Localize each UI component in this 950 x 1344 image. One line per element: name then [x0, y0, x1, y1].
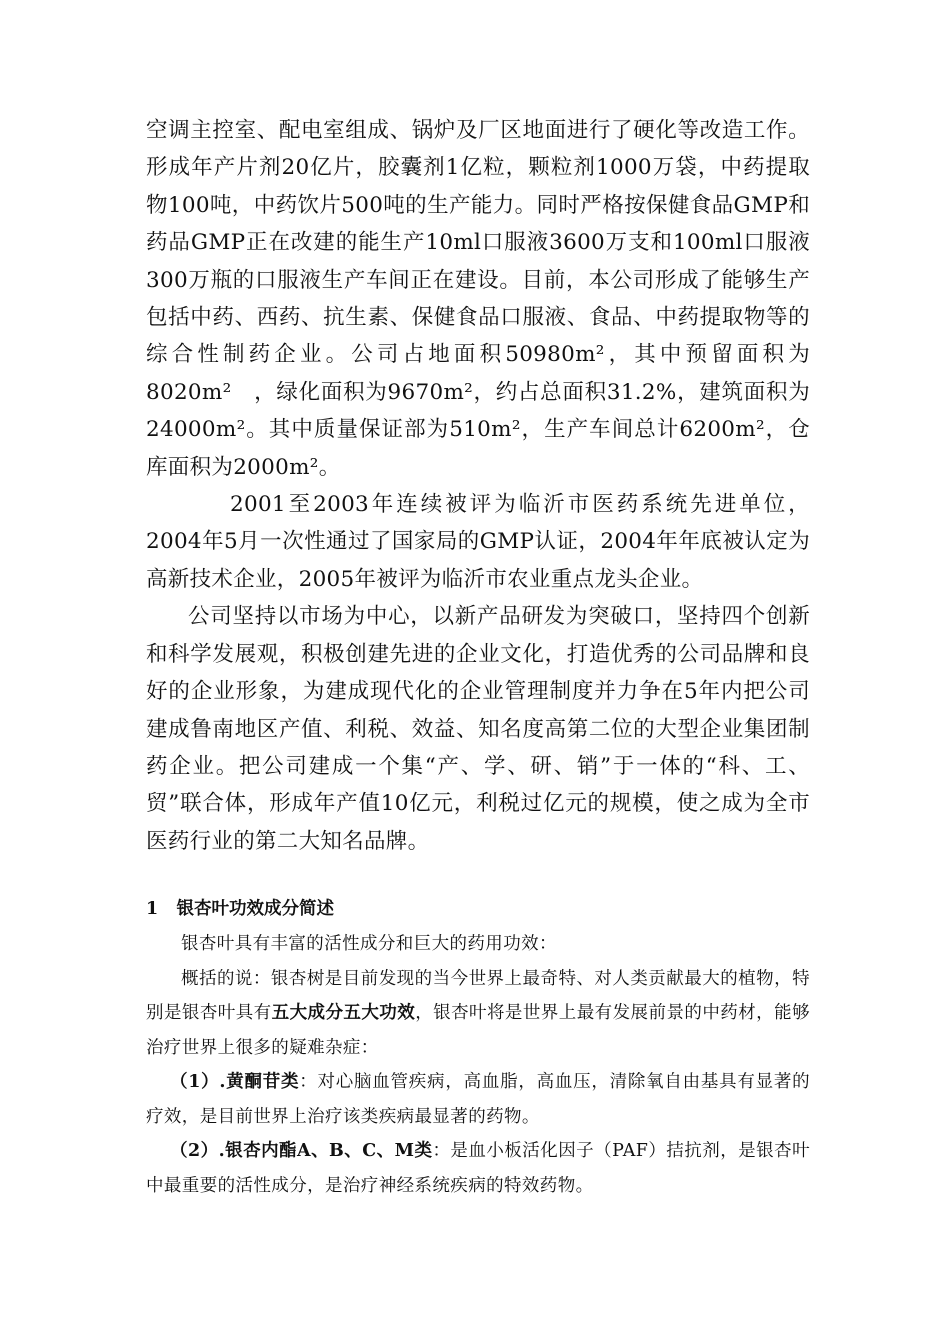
section-title: 银杏叶功效成分简述: [176, 899, 334, 920]
section-summary: [146, 962, 810, 1066]
item-label: （1）.黄酮苷类: [170, 1072, 300, 1093]
company-facilities-paragraph: 空调主控室、配电室组成、锅炉及厂区地面进行了硬化等改造工作。形成年产片剂20亿片，胶囊剂1亿粒，颗粒剂1000万袋，中药提取物100吨，中药饮片500吨的生产能力。同时严格按保健食品GMP和药品GMP正在改建的能生产10ml口服液3600万支和100ml口服液300万瓶的口服液生产车间正在建设。目前，本公司形成了能够生产包括中药、西药、抗生素、保健食品口服液、食品、中药提取物等的综合性制药企业。公司占地面积50980m²，其中预留面积为8020m² ，绿化面积为9670m²，约占总面积31.2%，建筑面积为24000m²。其中质量保证部为510m²，生产车间总计6200m²，仓库面积为2000m²。: [146, 118, 810, 480]
section-number: 1: [146, 899, 159, 920]
section-intro: 银杏叶具有丰富的活性成分和巨大的药用功效：: [181, 934, 557, 955]
summary-text-end: ，银杏叶将是世界上最有发展前景的中药材，能够治疗世界上很多的疑难杂症：: [146, 1003, 810, 1058]
summary-text-start: 概括的说：银杏树是目前发现的当今世界上最奇特、对人类贡献最大的植物，特别是银杏叶具有: [146, 968, 810, 1024]
strategy-paragraph: 公司坚持以市场为中心，以新产品研发为突破口，坚持四个创新和科学发展观，积极创建先进的企业文化，打造优秀的公司品牌和良好的企业形象，为建成现代化的企业管理制度并力争在5年内把公司建成鲁南地区产值、利税、效益、知名度高第二位的大型企业集团制药企业。把公司建成一个集“产、学、研、销”于一体的“科、工、贸”联合体，形成年产值10亿元，利税过亿元的规模，使之成为全市医药行业的第二大知名品牌。: [146, 604, 810, 854]
item-label: （2）.银杏内酯A、B、C、M类: [170, 1141, 433, 1162]
item-flavonoids: [146, 1065, 810, 1134]
section-heading: [146, 897, 810, 921]
item-text: ：对心脑血管疾病，高血脂，高血压，清除氧自由基具有显著的疗效，是目前世界上治疗该类疾病最显著的药物。: [146, 1072, 811, 1127]
item-text: ：是血小板活化因子（PAF）拮抗剂，是银杏叶中最重要的活性成分，是治疗神经系统疾病的特效药物。: [146, 1141, 810, 1196]
document-page: [146, 112, 810, 1203]
section-gap: [146, 860, 810, 897]
item-ginkgolides: [146, 1134, 810, 1203]
awards-paragraph: 2001至2003年连续被评为临沂市医药系统先进单位，2004年5月一次性通过了国家局的GMP认证，2004年年底被认定为高新技术企业，2005年被评为临沂市农业重点龙头企业。: [146, 492, 810, 592]
summary-emphasis: 五大成分五大功效: [271, 1003, 416, 1024]
